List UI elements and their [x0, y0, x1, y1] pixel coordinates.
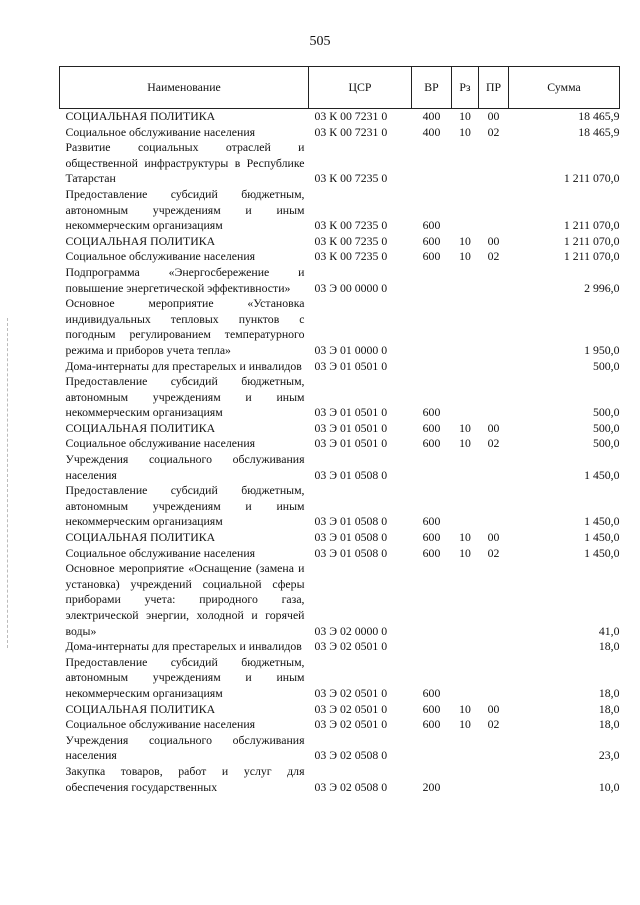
row-pr-code: 00	[487, 109, 500, 123]
row-rz-code: 10	[459, 420, 471, 435]
row-csr-code: 03 Э 01 0508 0	[314, 467, 388, 482]
row-sum: 1 211 070,0	[563, 171, 620, 186]
row-rz-code	[452, 140, 479, 187]
row-pr-code: 02	[487, 717, 500, 732]
header-csr: ЦСР	[309, 67, 412, 109]
row-pr-code	[479, 483, 509, 530]
table-row	[60, 265, 620, 296]
row-csr-code: 03 Э 02 0000 0	[314, 623, 388, 638]
row-pr-code	[479, 733, 509, 764]
row-name: Предоставление субсидий бюджетным, автономным учреждениям и иным некоммерческим организациям	[65, 374, 305, 420]
row-csr-code: 03 Э 01 0501 0	[314, 405, 388, 420]
row-rz-code: 10	[459, 233, 471, 248]
row-sum: 18,0	[598, 701, 620, 716]
row-sum: 1 450,0	[584, 467, 620, 482]
row-pr-code	[479, 561, 509, 639]
row-sum: 18 465,9	[578, 124, 620, 139]
header-name: Наименование	[60, 67, 309, 109]
table-row	[60, 561, 620, 639]
table-row	[60, 109, 620, 125]
row-sum: 500,0	[592, 420, 620, 435]
row-pr-code: 00	[487, 233, 500, 248]
row-vr-code: 400	[422, 124, 441, 139]
table-row	[60, 452, 620, 483]
row-pr-code	[479, 452, 509, 483]
row-csr-code: 03 Э 01 0501 0	[314, 358, 388, 373]
row-sum: 1 211 070,0	[563, 218, 620, 233]
row-vr-code	[412, 140, 452, 187]
row-name: Дома-интернаты для престарелых и инвалидов	[65, 358, 302, 373]
row-name: СОЦИАЛЬНАЯ ПОЛИТИКА	[65, 701, 216, 716]
row-csr-code: 03 Э 02 0508 0	[314, 748, 388, 763]
row-name: Закупка товаров, работ и услуг для обеспечения государственных	[65, 763, 305, 794]
row-csr-code: 03 Э 02 0508 0	[314, 779, 388, 794]
row-csr-code: 03 Э 01 0508 0	[314, 545, 388, 560]
table-row	[60, 483, 620, 530]
row-vr-code: 600	[422, 701, 441, 716]
row-sum: 500,0	[592, 405, 620, 420]
row-csr-code: 03 Э 02 0501 0	[314, 685, 388, 700]
table-row	[60, 140, 620, 187]
row-csr-code: 03 Э 02 0501 0	[314, 701, 388, 716]
row-sum: 1 950,0	[584, 342, 620, 357]
row-sum: 1 211 070,0	[563, 249, 620, 264]
row-rz-code	[452, 733, 479, 764]
table-row	[60, 296, 620, 358]
row-name: СОЦИАЛЬНАЯ ПОЛИТИКА	[65, 530, 216, 545]
row-rz-code: 10	[459, 717, 471, 732]
row-vr-code	[412, 733, 452, 764]
row-vr-code	[412, 359, 452, 375]
row-rz-code	[452, 561, 479, 639]
row-csr-code: 03 Э 02 0501 0	[314, 639, 388, 654]
row-pr-code: 02	[487, 249, 500, 264]
table-header-row	[60, 67, 620, 109]
row-pr-code	[479, 764, 509, 795]
header-vr: ВР	[412, 67, 452, 109]
row-pr-code	[479, 140, 509, 187]
page-number: 505	[309, 34, 331, 49]
row-pr-code	[479, 374, 509, 421]
row-csr-code: 03 Э 00 0000 0	[314, 280, 388, 295]
row-csr-code: 03 К 00 7235 0	[314, 218, 388, 233]
row-sum: 18,0	[598, 685, 620, 700]
row-csr-code: 03 К 00 7231 0	[314, 109, 388, 123]
row-pr-code	[479, 265, 509, 296]
row-pr-code: 02	[487, 545, 500, 560]
row-sum: 41,0	[598, 623, 620, 638]
row-sum: 1 450,0	[584, 514, 620, 529]
row-pr-code: 02	[487, 124, 500, 139]
row-name: Дома-интернаты для престарелых и инвалидов	[65, 639, 302, 654]
row-rz-code	[452, 265, 479, 296]
row-csr-code: 03 Э 01 0501 0	[314, 436, 388, 451]
row-vr-code: 600	[422, 405, 441, 420]
row-vr-code	[412, 561, 452, 639]
row-rz-code	[452, 187, 479, 234]
row-csr-code: 03 Э 01 0508 0	[314, 514, 388, 529]
row-name: Учреждения социального обслуживания населения	[65, 452, 305, 482]
row-vr-code: 400	[422, 109, 441, 123]
row-vr-code: 600	[422, 717, 441, 732]
row-rz-code: 10	[459, 124, 471, 139]
row-pr-code: 00	[487, 420, 500, 435]
header-sum: Сумма	[509, 67, 620, 109]
table-row	[60, 187, 620, 234]
row-name: Предоставление субсидий бюджетным, автономным учреждениям и иным некоммерческим организациям	[65, 483, 305, 529]
row-vr-code: 600	[422, 249, 441, 264]
row-name: Учреждения социального обслуживания населения	[65, 732, 305, 763]
row-rz-code: 10	[459, 249, 471, 264]
row-rz-code	[452, 655, 479, 702]
binding-margin-line	[7, 318, 8, 648]
budget-table	[59, 66, 620, 795]
row-pr-code	[479, 359, 509, 375]
table-row	[60, 639, 620, 655]
row-name: Социальное обслуживание населения	[65, 249, 256, 264]
table-row	[60, 655, 620, 702]
table-row	[60, 359, 620, 375]
row-name: Основное мероприятие «Установка индивидуальных тепловых пунктов с погодным регулированием температурного режима и приборов учета тепла»	[65, 296, 305, 357]
table-row	[60, 436, 620, 452]
header-pr: ПР	[479, 67, 509, 109]
row-sum: 500,0	[592, 358, 620, 373]
row-pr-code: 00	[487, 701, 500, 716]
row-csr-code: 03 Э 01 0508 0	[314, 530, 388, 545]
row-sum: 2 996,0	[584, 280, 620, 295]
row-sum: 1 450,0	[584, 545, 620, 560]
row-rz-code: 10	[459, 545, 471, 560]
row-name: Социальное обслуживание населения	[65, 717, 256, 732]
table-row	[60, 764, 620, 795]
row-name: Основное мероприятие «Оснащение (замена и установка) учреждений социальной сферы приборами учета: природного газа, электрической энергии, холодной и горячей воды»	[65, 561, 305, 638]
row-name: СОЦИАЛЬНАЯ ПОЛИТИКА	[65, 233, 216, 248]
row-pr-code	[479, 296, 509, 358]
row-csr-code: 03 К 00 7235 0	[314, 249, 388, 264]
row-vr-code	[412, 265, 452, 296]
row-rz-code	[452, 296, 479, 358]
row-sum: 23,0	[598, 748, 620, 763]
row-vr-code	[412, 296, 452, 358]
row-pr-code: 00	[487, 530, 500, 545]
row-name: Развитие социальных отраслей и общественной инфраструктуры в Республике Татарстан	[65, 140, 305, 186]
row-sum: 10,0	[598, 779, 620, 794]
row-rz-code	[452, 452, 479, 483]
row-vr-code: 600	[422, 545, 441, 560]
row-csr-code: 03 К 00 7235 0	[314, 233, 388, 248]
table-row	[60, 546, 620, 562]
row-vr-code	[412, 452, 452, 483]
row-vr-code: 600	[422, 436, 441, 451]
row-csr-code: 03 Э 01 0501 0	[314, 420, 388, 435]
table-row	[60, 374, 620, 421]
row-rz-code	[452, 359, 479, 375]
row-rz-code: 10	[459, 436, 471, 451]
row-name: СОЦИАЛЬНАЯ ПОЛИТИКА	[65, 109, 216, 123]
row-sum: 18,0	[598, 717, 620, 732]
table-row	[60, 530, 620, 546]
row-csr-code: 03 К 00 7231 0	[314, 124, 388, 139]
row-name: СОЦИАЛЬНАЯ ПОЛИТИКА	[65, 420, 216, 435]
table-row	[60, 125, 620, 141]
row-rz-code: 10	[459, 530, 471, 545]
row-rz-code	[452, 764, 479, 795]
row-rz-code	[452, 374, 479, 421]
row-vr-code: 600	[422, 514, 441, 529]
row-pr-code	[479, 187, 509, 234]
row-sum: 1 450,0	[584, 530, 620, 545]
row-sum: 18,0	[598, 639, 620, 654]
table-row	[60, 249, 620, 265]
row-vr-code: 600	[422, 685, 441, 700]
row-vr-code: 600	[422, 233, 441, 248]
row-rz-code: 10	[459, 701, 471, 716]
row-vr-code: 600	[422, 530, 441, 545]
table-row	[60, 421, 620, 437]
row-rz-code	[452, 483, 479, 530]
header-rz: Рз	[452, 67, 479, 109]
row-csr-code: 03 Э 01 0000 0	[314, 342, 388, 357]
row-name: Подпрограмма «Энергосбережение и повышение энергетической эффективности»	[65, 264, 305, 295]
row-pr-code	[479, 639, 509, 655]
row-vr-code: 200	[422, 779, 441, 794]
row-rz-code: 10	[459, 109, 471, 123]
table-row	[60, 733, 620, 764]
row-name: Социальное обслуживание населения	[65, 436, 256, 451]
row-sum: 18 465,9	[578, 109, 620, 123]
row-vr-code	[412, 639, 452, 655]
table-row	[60, 702, 620, 718]
row-name: Социальное обслуживание населения	[65, 545, 256, 560]
table-row	[60, 717, 620, 733]
row-vr-code: 600	[422, 420, 441, 435]
row-csr-code: 03 К 00 7235 0	[314, 171, 388, 186]
row-name: Социальное обслуживание населения	[65, 124, 256, 139]
row-name: Предоставление субсидий бюджетным, автономным учреждениям и иным некоммерческим организациям	[65, 186, 305, 233]
table-row	[60, 234, 620, 250]
row-pr-code: 02	[487, 436, 500, 451]
row-csr-code: 03 Э 02 0501 0	[314, 717, 388, 732]
row-sum: 1 211 070,0	[563, 233, 620, 248]
row-pr-code	[479, 655, 509, 702]
row-vr-code: 600	[422, 218, 441, 233]
row-rz-code	[452, 639, 479, 655]
row-name: Предоставление субсидий бюджетным, автономным учреждениям и иным некоммерческим организациям	[65, 654, 305, 700]
row-sum: 500,0	[592, 436, 620, 451]
